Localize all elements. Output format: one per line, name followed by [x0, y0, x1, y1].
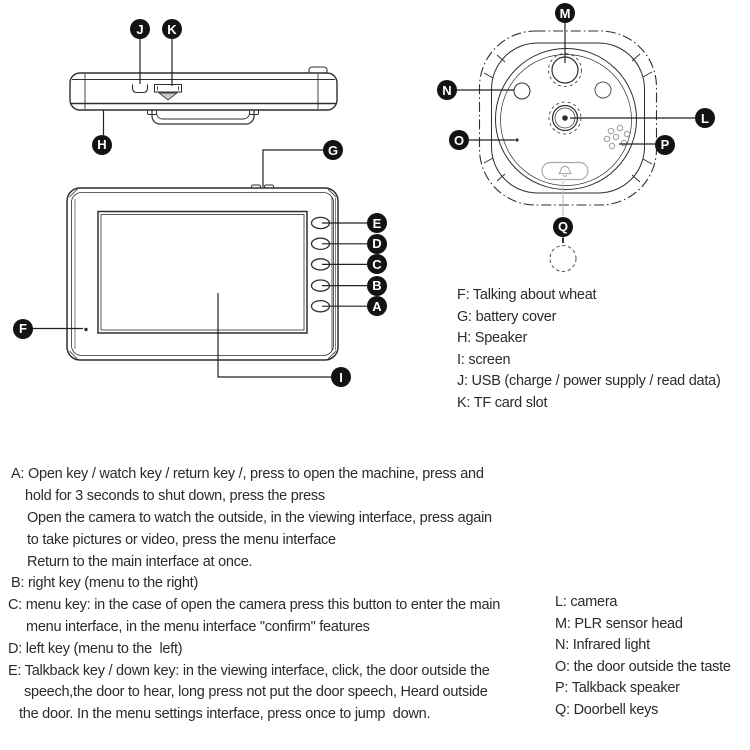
- monitor-front-view: [67, 185, 338, 360]
- outdoor-mic-dot: [515, 138, 518, 141]
- desc-line: to take pictures or video, press the menu interface: [27, 531, 336, 548]
- callout-p: P: [655, 135, 675, 155]
- callout-b: B: [367, 276, 387, 296]
- callout-h: H: [92, 135, 112, 155]
- legend-fk-line: F: Talking about wheat: [457, 287, 597, 303]
- desc-line: C: menu key: in the case of open the camera press this button to enter the main: [8, 597, 501, 613]
- doorbell-button: [542, 163, 588, 180]
- legend-fk-line: I: screen: [457, 351, 511, 368]
- speaker-holes: [604, 125, 629, 148]
- infrared-light: [514, 83, 530, 99]
- legend-fk-line: G: battery cover: [457, 308, 557, 325]
- desc-line: speech,the door to hear, long press not put the door speech, Heard outside: [24, 684, 488, 700]
- desc-line: Return to the main interface at once.: [27, 553, 253, 570]
- callout-l: L: [695, 108, 715, 128]
- callout-j: J: [130, 19, 150, 39]
- desc-line: menu interface, in the menu interface "confirm" features: [26, 619, 370, 635]
- doorbell-bell-icon: [559, 167, 571, 177]
- desc-line: D: left key (menu to the left): [8, 640, 183, 657]
- callout-c: C: [367, 254, 387, 274]
- callout-d: D: [367, 234, 387, 254]
- callout-n: N: [437, 80, 457, 100]
- right-sensor-hole: [595, 82, 611, 98]
- legend-fk-line: J: USB (charge / power supply / read data): [457, 373, 721, 389]
- microphone-dot: [84, 328, 87, 331]
- legend-lq-line: O: the door outside the taste: [555, 658, 731, 675]
- leader-g: [263, 150, 324, 187]
- callout-e: E: [367, 213, 387, 233]
- legend-lq-line: P: Talkback speaker: [555, 680, 680, 696]
- legend-fk-line: K: TF card slot: [457, 394, 548, 411]
- desc-line: B: right key (menu to the right): [11, 575, 199, 591]
- callout-o: O: [449, 130, 469, 150]
- callout-m: M: [555, 3, 575, 23]
- legend-lq-line: N: Infrared light: [555, 637, 650, 653]
- legend-lq-line: M: PLR sensor head: [555, 615, 683, 632]
- callout-g: G: [323, 140, 343, 160]
- callout-a: A: [367, 296, 387, 316]
- desc-line: hold for 3 seconds to shut down, press the press: [25, 488, 325, 504]
- callout-f: F: [13, 319, 33, 339]
- legend-lq-line: L: camera: [555, 594, 618, 610]
- monitor-top-view: [70, 67, 337, 124]
- desc-line: A: Open key / watch key / return key /, press to open the machine, press and: [11, 466, 484, 482]
- callout-i: I: [331, 367, 351, 387]
- desc-line: Open the camera to watch the outside, in the viewing interface, press again: [27, 510, 492, 526]
- desc-line: the door. In the menu settings interface, press once to jump down.: [19, 706, 431, 722]
- doorbell-key-side-view: [550, 238, 576, 272]
- legend-fk-line: H: Speaker: [457, 330, 528, 346]
- legend-lq-line: Q: Doorbell keys: [555, 701, 659, 718]
- desc-line: E: Talkback key / down key: in the viewing interface, click, the door outside the: [8, 662, 490, 679]
- callout-k: K: [162, 19, 182, 39]
- callout-q: Q: [553, 217, 573, 237]
